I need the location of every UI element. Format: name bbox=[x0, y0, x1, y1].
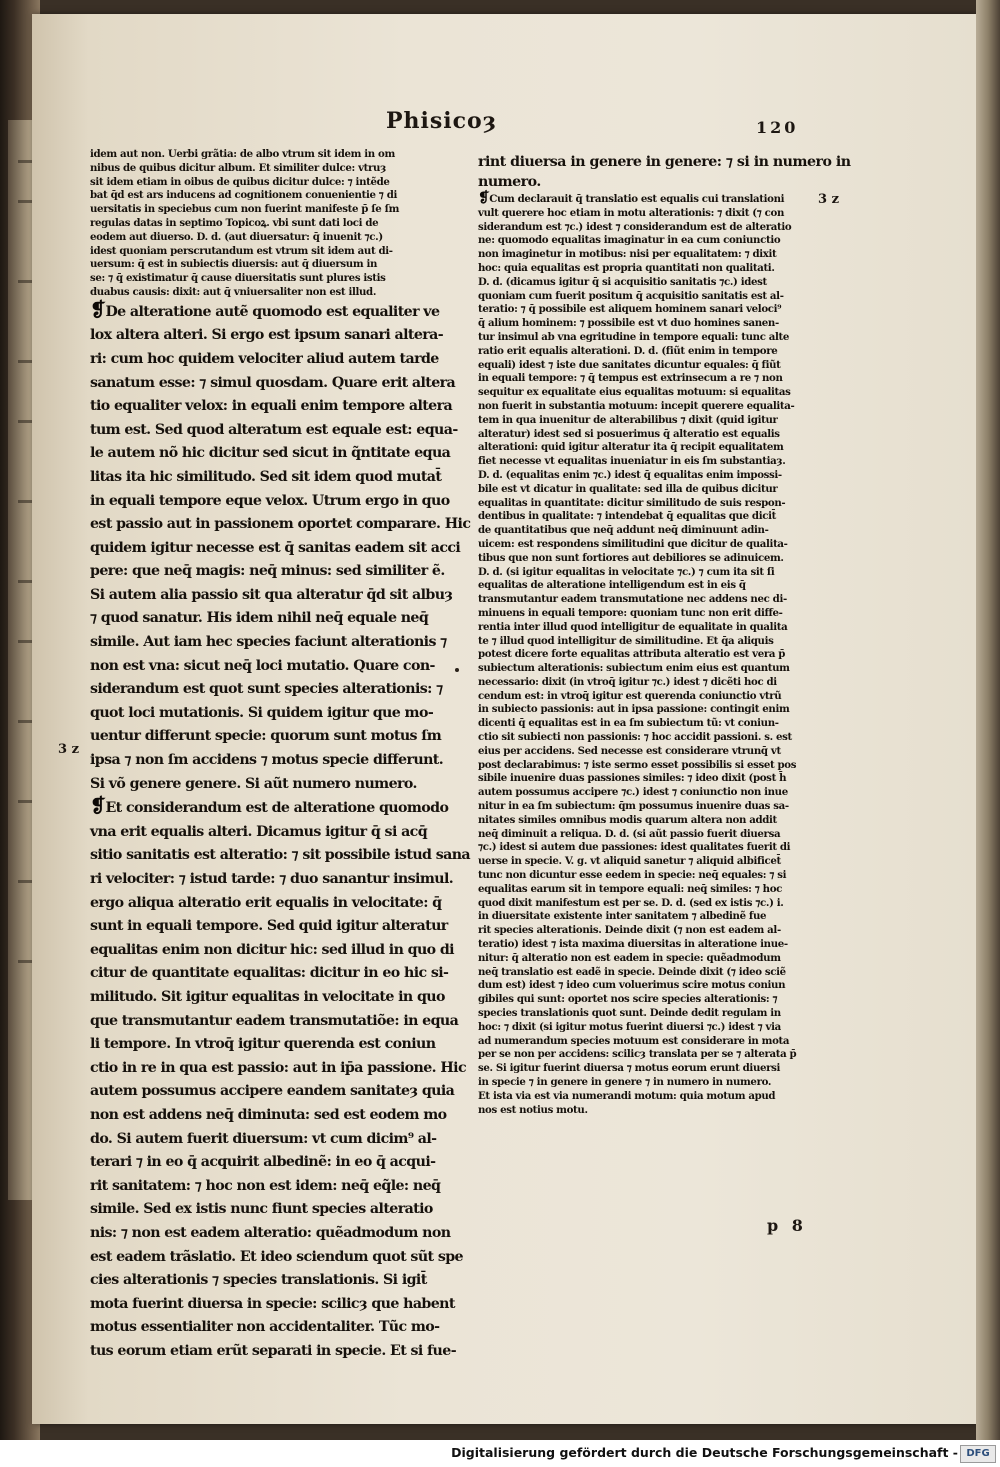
text-line bbox=[478, 248, 808, 262]
text-line bbox=[90, 560, 445, 584]
text-line-content: militudo. Sit igitur equalitas in velocitate in quo bbox=[90, 988, 445, 1005]
text-line-content: siderandum est quot sunt species alterationis: ⁊ bbox=[90, 681, 443, 698]
text-line-content: eius per accidens. Sed necesse est considerare vtrunq̄ vt bbox=[478, 744, 781, 757]
text-line-content: in equali tempore eque velox. Utrum ergo in quo bbox=[90, 492, 450, 509]
text-line-content: neq̄ translatio est eadẽ in specie. Deinde dixit (⁊ ideo sciẽ bbox=[478, 965, 786, 978]
text-line-content: citur de quantitate equalitas: dicitur in eo hic si- bbox=[90, 965, 449, 982]
text-line bbox=[90, 986, 445, 1010]
text-line bbox=[90, 537, 461, 561]
footer-note: Digitalisierung gefördert durch die Deutsche Forschungsgemeinschaft - bbox=[451, 1445, 958, 1460]
text-line-content: Si võ genere genere. Si aũt numero numero. bbox=[90, 775, 417, 792]
text-line-content: te ⁊ illud quod intelligitur de similitudine. Et q̄a aliquis bbox=[478, 634, 774, 647]
text-continuation bbox=[478, 152, 851, 192]
text-line-content: terari ⁊ in eo q̄ acquirit albedinẽ: in eo q̄ acqui- bbox=[90, 1154, 436, 1171]
text-line-content: do. Si autem fuerit diuersum: vt cum dicim⁹ al- bbox=[90, 1130, 437, 1147]
text-line bbox=[90, 655, 435, 679]
text-line bbox=[90, 466, 442, 490]
text-line bbox=[478, 952, 808, 966]
text-line bbox=[90, 821, 430, 845]
text-line-content: se: ⁊ q̄ existimatur q̄ cause diuersitatis sunt plures istis bbox=[90, 272, 386, 285]
text-line-content: se. Si igitur fuerint diuersa ⁊ motus eorum erunt diuersi bbox=[478, 1062, 781, 1075]
text-line-content: necessario: dixit (in vtroq̄ igitur ⁊c.) idest ⁊ dicẽti hoc di bbox=[478, 675, 777, 688]
text-line bbox=[90, 231, 430, 245]
text-line bbox=[478, 828, 808, 842]
text-line-content: uicem: est respondens similitudini que dicitur de qualita- bbox=[478, 537, 788, 550]
text-line-content: uerse in specie. V. g. vt aliquid sanetur ⁊ aliquid albificet̄ bbox=[478, 855, 781, 868]
text-line bbox=[478, 1076, 808, 1090]
text-line-content: tio equaliter velox: in equali enim tempore altera bbox=[90, 398, 453, 415]
text-line-content: hoc: ⁊ dixit (si igitur motus fuerint diuersi ⁊c.) idest ⁊ via bbox=[478, 1020, 781, 1033]
text-line bbox=[478, 621, 808, 635]
text-line-content: rentia inter illud quod intelligitur de equalitate in qualita bbox=[478, 620, 788, 633]
text-line-content: rint diuersa in genere in genere: ⁊ si in numero in bbox=[478, 154, 851, 170]
text-line bbox=[478, 428, 808, 442]
text-paragraph-1 bbox=[90, 297, 471, 796]
text-line-content: sunt in equali tempore. Sed quid igitur alteratur bbox=[90, 918, 448, 935]
text-line-content: hoc: quia equalitas est propria quantitati non qualitati. bbox=[478, 261, 775, 274]
text-line-content: non fuerit in substantia motuum: incepit querere equalita- bbox=[478, 399, 795, 412]
text-line-content: bat q̄d est ars inducens ad cognitionem conuenientie ⁊ di bbox=[90, 189, 397, 202]
text-line-content: motus essentialiter non accidentaliter. Tũc mo- bbox=[90, 1319, 440, 1336]
text-line-content: siderandum est ⁊c.) idest ⁊ considerandum est de alteratio bbox=[478, 220, 792, 233]
text-line-content: nis: ⁊ non est eadem alteratio: quẽadmodum non bbox=[90, 1224, 451, 1241]
text-line bbox=[90, 1269, 430, 1293]
text-line-content: vna erit equalis alteri. Dicamus igitur q̄ si acq̄ bbox=[90, 823, 428, 840]
text-line-content: Cum declarauit q̄ translatio est equalis cui translationi bbox=[489, 193, 785, 205]
text-line bbox=[478, 786, 808, 800]
text-line bbox=[478, 979, 808, 993]
text-line bbox=[478, 262, 808, 276]
text-line-content: D. d. (si igitur equalitas in velocitate ⁊c.) ⁊ cum ita sit ſi bbox=[478, 565, 775, 578]
text-line bbox=[90, 395, 453, 419]
text-line bbox=[90, 868, 454, 892]
text-line bbox=[478, 745, 808, 759]
text-line-content: regulas datas in septimo Topicoꝝ. vbi sunt dati loci de bbox=[90, 216, 379, 229]
text-line bbox=[478, 938, 808, 952]
text-line-content: le autem nõ hic dicitur sed sicut in q̃ntitate equa bbox=[90, 445, 451, 462]
text-line-content: tur insimul ab vna egritudine in tempore equali: tunc alte bbox=[478, 330, 790, 343]
text-line-content: idest quoniam perscrutandum est vtrum sit idem aut di- bbox=[90, 244, 393, 257]
text-line-content: sequitur ex equalitate eius equalitas motuum: si equalitas bbox=[478, 386, 791, 399]
margin-marker-left: 3 z bbox=[58, 742, 79, 757]
text-line bbox=[90, 725, 442, 749]
text-line-content: ne: quomodo equalitas imaginatur in ea cum coniunctio bbox=[478, 234, 781, 247]
text-line bbox=[90, 189, 430, 203]
text-line bbox=[90, 348, 439, 372]
text-line bbox=[478, 372, 808, 386]
text-line bbox=[90, 1198, 433, 1222]
text-line bbox=[90, 631, 447, 655]
text-line-content: uentur differunt specie: quorum sunt motus ſm bbox=[90, 728, 442, 745]
text-line-content: nibus de quibus dicitur album. Et similiter dulce: vtruȝ bbox=[90, 161, 386, 174]
text-line-content: ratio erit equalis alterationi. D. d. (fiũt enim in tempore bbox=[478, 344, 778, 357]
text-line bbox=[90, 915, 448, 939]
text-line-content: Et ista via est via numerandi motum: quia motum apud bbox=[478, 1089, 776, 1102]
text-line bbox=[478, 152, 851, 172]
text-line bbox=[90, 892, 442, 916]
text-line bbox=[90, 490, 450, 514]
text-line-content: numero. bbox=[478, 174, 541, 190]
text-line-content: alterationi: quid igitur alteratur ita q̄ recipit equalitatem bbox=[478, 441, 784, 454]
text-line-content: sibile inuenire duas passiones similes: ⁊ ideo dixit (post h̄ bbox=[478, 772, 787, 785]
text-line-content: cies alterationis ⁊ species translationis. Si igit̄ bbox=[90, 1272, 427, 1289]
text-line bbox=[90, 794, 449, 821]
text-line bbox=[90, 1057, 466, 1081]
text-line bbox=[90, 372, 456, 396]
text-line bbox=[90, 419, 458, 443]
text-line bbox=[90, 1080, 455, 1104]
text-line-content: equalitas de alteratione intelligendum est in eis q̄ bbox=[478, 579, 746, 592]
text-line-content: est passio aut in passionem oportet comparare. Hic bbox=[90, 516, 471, 533]
text-line-content: ipsa ⁊ non ſm accidens ⁊ motus specie differunt. bbox=[90, 752, 444, 769]
text-line bbox=[90, 773, 430, 797]
text-line-content: autem possumus accipere eandem sanitateȝ quia bbox=[90, 1083, 455, 1100]
text-line bbox=[478, 524, 808, 538]
text-line-content: alteratur) idest sed si posuerimus q̄ alteratio est equalis bbox=[478, 427, 780, 440]
text-line-content: simile. Sed ex istis nunc fiunt species alteratio bbox=[90, 1201, 433, 1218]
text-line bbox=[90, 272, 430, 286]
text-line bbox=[90, 513, 471, 537]
text-line-content: sit idem etiam in oibus de quibus dicitur dulce: ⁊ intẽde bbox=[90, 175, 390, 188]
text-line bbox=[478, 221, 808, 235]
text-line-content: subiectum alterationis: subiectum enim eius est quantum bbox=[478, 662, 790, 675]
text-line bbox=[90, 203, 430, 217]
text-line-content: ad numerandum species motuum est considerare in mota bbox=[478, 1034, 790, 1047]
text-line bbox=[478, 579, 808, 593]
text-line bbox=[90, 1293, 455, 1317]
text-line bbox=[478, 359, 808, 373]
text-line bbox=[90, 749, 444, 773]
text-line bbox=[478, 841, 808, 855]
text-line-content: in subiecto passionis: aut in ipsa passione: contingit enim bbox=[478, 703, 790, 716]
text-line bbox=[90, 1175, 441, 1199]
text-line-content: idem aut non. Uerbi grãtia: de albo vtrum sit idem in om bbox=[90, 148, 395, 160]
text-line bbox=[90, 584, 453, 608]
text-line-content: rit sanitatem: ⁊ hoc non est idem: neq̄ eq̃le: neq̄ bbox=[90, 1177, 441, 1194]
text-line-content: equalitas enim non dicitur hic: sed illud in quo di bbox=[90, 941, 454, 958]
text-line bbox=[478, 386, 808, 400]
text-line bbox=[478, 690, 808, 704]
text-line bbox=[478, 910, 808, 924]
text-line-content: non imaginetur in motibus: nisi per equalitatem: ⁊ dixit bbox=[478, 248, 777, 261]
text-line-content: equali) idest ⁊ iste due sanitates dicuntur equales: q̄ fiũt bbox=[478, 358, 781, 371]
text-line-content: equalitas in quantitate: dicitur similitudo de suis respon- bbox=[478, 496, 786, 509]
text-line-content: gibiles qui sunt: oportet nos scire species alterationis: ⁊ bbox=[478, 993, 778, 1006]
text-line-content: eodem aut diuerso. D. d. (aut diuersatur: q̄ inuenit ⁊c.) bbox=[90, 230, 383, 243]
text-line bbox=[478, 1104, 808, 1118]
text-line-content: dentibus in qualitate: ⁊ intendebat q̄ equalitas que dicit̄ bbox=[478, 510, 776, 523]
text-line-content: D. d. (equalitas enim ⁊c.) idest q̄ equalitas enim impossi- bbox=[478, 468, 782, 481]
page-fore-edge bbox=[976, 0, 1000, 1440]
text-line-content: nitur in ea ſm subiectum: q̄m possumus inuenire duas sa- bbox=[478, 800, 789, 813]
text-line bbox=[478, 869, 808, 883]
text-line-content: uersitatis in speciebus cum non fuerint manifeste p̄ ſe ſm bbox=[90, 203, 400, 216]
text-line bbox=[90, 1340, 456, 1364]
commentary-top bbox=[90, 148, 430, 300]
text-line bbox=[478, 717, 808, 731]
text-line bbox=[90, 286, 430, 300]
text-line-content: autem possumus accipere ⁊c.) idest ⁊ coniunctio non inue bbox=[478, 786, 788, 799]
text-line bbox=[90, 678, 443, 702]
text-line-content: que transmutantur eadem transmutatiõe: in equa bbox=[90, 1012, 459, 1029]
text-line bbox=[478, 993, 808, 1007]
text-line-content: equalitas earum sit in tempore equali: neq̄ similes: ⁊ hoc bbox=[478, 882, 783, 895]
text-line-content: in equali tempore: ⁊ q̄ tempus est extrinsecum a re ⁊ non bbox=[478, 372, 783, 385]
text-line-content: dicenti q̄ equalitas est in ea ſm subiectum tũ: vt coniun- bbox=[478, 717, 779, 730]
text-line-content: pere: que neq̄ magis: neq̄ minus: sed similiter ẽ. bbox=[90, 563, 445, 580]
text-line-content: dum est) idest ⁊ ideo cum voluerimus scire motus coniun bbox=[478, 979, 786, 992]
text-line bbox=[478, 1048, 808, 1062]
text-line bbox=[90, 176, 430, 190]
text-line bbox=[478, 676, 808, 690]
text-line bbox=[90, 217, 430, 231]
text-line bbox=[478, 648, 808, 662]
text-line bbox=[478, 1090, 808, 1104]
text-line bbox=[478, 897, 808, 911]
text-line bbox=[478, 483, 808, 497]
text-line-content: teratio) idest ⁊ ista maxima diuersitas in alteratione inue- bbox=[478, 938, 788, 951]
text-line bbox=[478, 855, 808, 869]
text-line bbox=[478, 317, 808, 331]
paragraph-mark-icon: ❡ bbox=[478, 190, 490, 206]
text-line bbox=[478, 662, 808, 676]
text-line-content: ctio in re in qua est passio: aut in ip̄a passione. Hic bbox=[90, 1059, 466, 1076]
text-line bbox=[478, 703, 808, 717]
text-line bbox=[478, 1007, 808, 1021]
text-line bbox=[478, 497, 808, 511]
text-line bbox=[478, 345, 808, 359]
text-line-content: rit species alterationis. Deinde dixit (⁊ non est eadem al- bbox=[478, 924, 781, 937]
paragraph-mark-icon: ❡ bbox=[90, 297, 106, 321]
text-line-content: sitio sanitatis est alteratio: ⁊ sit possibile istud sana bbox=[90, 847, 471, 864]
text-line bbox=[478, 635, 808, 649]
text-line-content: transmutantur eadem transmutatione nec addens nec di- bbox=[478, 593, 787, 606]
text-line-content: est eadem trãslatio. Et ideo sciendum quot sũt spe bbox=[90, 1248, 463, 1265]
text-line-content: non est addens neq̄ diminuta: sed est eodem mo bbox=[90, 1106, 447, 1123]
text-line bbox=[90, 1316, 440, 1340]
text-line-content: teratio: ⁊ q̄ possibile est aliquem hominem sanari veloci⁹ bbox=[478, 303, 782, 316]
text-line-content: simile. Aut iam hec species faciunt alterationis ⁊ bbox=[90, 634, 447, 651]
folio-number: 120 bbox=[756, 118, 799, 137]
text-line-content: quidem igitur necesse est q̄ sanitas eadem sit acci bbox=[90, 539, 461, 556]
text-line bbox=[478, 538, 808, 552]
text-line bbox=[90, 442, 451, 466]
text-line bbox=[90, 162, 430, 176]
text-line-content: vult querere hoc etiam in motu alterationis: ⁊ dixit (⁊ con bbox=[478, 206, 785, 219]
text-paragraph-2 bbox=[90, 794, 471, 1363]
text-line-content: non est vna: sicut neq̄ loci mutatio. Quare con- bbox=[90, 657, 435, 674]
text-line bbox=[90, 962, 449, 986]
text-line bbox=[478, 814, 808, 828]
text-line bbox=[90, 1033, 436, 1057]
text-line bbox=[478, 290, 808, 304]
text-line-content: species translationis quot sunt. Deinde dedit regulam in bbox=[478, 1007, 781, 1020]
text-line bbox=[90, 939, 454, 963]
text-line-content: per se non per accidens: scilicȝ translata per se ⁊ alterata p̄ bbox=[478, 1048, 797, 1061]
text-line-content: in diuersitate existente inter sanitatem ⁊ albedinẽ fue bbox=[478, 910, 767, 923]
text-line bbox=[478, 883, 808, 897]
text-line-content: Et considerandum est de alteratione quomodo bbox=[105, 800, 449, 817]
commentary-right bbox=[478, 192, 808, 1117]
text-line-content: post declarabimus: ⁊ iste sermo esset possibilis si esset pos bbox=[478, 758, 797, 771]
text-line bbox=[478, 593, 808, 607]
text-line bbox=[478, 510, 808, 524]
text-line bbox=[478, 566, 808, 580]
text-line-content: nos est notius motu. bbox=[478, 1103, 588, 1116]
text-line-content: lox altera alteri. Si ergo est ipsum sanari altera- bbox=[90, 327, 444, 344]
text-line-content: tunc non dicuntur esse eedem in specie: neq̄ equales: ⁊ si bbox=[478, 869, 787, 882]
text-line-content: ri velociter: ⁊ istud tarde: ⁊ duo sanantur insimul. bbox=[90, 871, 454, 888]
text-line-content: quod dixit manifestum est per se. D. d. (sed ex istis ⁊c.) i. bbox=[478, 896, 784, 909]
margin-marker-right: 3 z bbox=[818, 192, 839, 207]
text-line bbox=[478, 607, 808, 621]
text-line-content: uersum: q̄ est in subiectis diuersis: aut q̄ diuersum in bbox=[90, 258, 378, 271]
text-line-content: D. d. (dicamus igitur q̄ si acquisitio sanitatis ⁊c.) idest bbox=[478, 275, 767, 288]
signature-mark: p 8 bbox=[767, 1216, 807, 1235]
text-line-content: in specie ⁊ in genere in genere ⁊ in numero in numero. bbox=[478, 1076, 772, 1088]
text-line-content: Si autem alia passio sit qua alteratur q̄d sit albuȝ bbox=[90, 586, 453, 603]
text-line bbox=[478, 1062, 808, 1076]
text-line bbox=[478, 966, 808, 980]
text-line bbox=[90, 324, 444, 348]
ink-spot bbox=[455, 668, 459, 672]
text-line-content: ergo aliqua alteratio erit equalis in velocitate: q̄ bbox=[90, 894, 442, 911]
text-line bbox=[90, 258, 430, 272]
text-line-content: quot loci mutationis. Si quidem igitur que mo- bbox=[90, 704, 434, 721]
running-title: Phisicoȝ bbox=[386, 108, 498, 134]
text-line-content: tus eorum etiam erũt separati in specie. Et si fue- bbox=[90, 1342, 456, 1359]
text-line-content: tum est. Sed quod alteratum est equale est: equa- bbox=[90, 421, 458, 438]
text-line bbox=[478, 800, 808, 814]
text-line-content: li tempore. In vtroq̄ igitur querenda est coniun bbox=[90, 1036, 436, 1053]
text-line bbox=[90, 1128, 437, 1152]
text-line bbox=[478, 234, 808, 248]
text-line-content: mota fuerint diuersa in specie: scilicȝ que habent bbox=[90, 1295, 455, 1312]
text-line-content: ri: cum hoc quidem velociter aliud autem tarde bbox=[90, 350, 439, 367]
text-line bbox=[90, 297, 440, 325]
text-line-content: de quantitatibus que neq̄ addunt neq̄ diminuunt adin- bbox=[478, 524, 769, 537]
text-line bbox=[90, 702, 434, 726]
text-line-content: ctio sit subiecti non passionis: ⁊ hoc accidit passioni. s. est bbox=[478, 731, 792, 744]
text-line bbox=[478, 469, 808, 483]
text-line-content: minuens in equali tempore: quoniam tunc non erit diffe- bbox=[478, 606, 783, 619]
text-line bbox=[90, 1222, 451, 1246]
dfg-logo: DFG bbox=[960, 1445, 996, 1463]
text-line bbox=[90, 1246, 463, 1270]
text-line bbox=[478, 772, 808, 786]
text-line bbox=[478, 1021, 808, 1035]
paragraph-mark-icon: ❡ bbox=[90, 794, 106, 818]
digitization-footer bbox=[0, 1440, 1000, 1467]
text-line bbox=[478, 1035, 808, 1049]
text-line-content: litas ita hic similitudo. Sed sit idem quod mutat̄ bbox=[90, 468, 442, 485]
text-line-content: q̄ alium hominem: ⁊ possibile est vt duo homines sanen- bbox=[478, 317, 779, 330]
text-line bbox=[90, 1010, 459, 1034]
text-line bbox=[478, 172, 808, 192]
text-line bbox=[90, 148, 430, 162]
text-line-content: De alteratione autẽ quomodo est equaliter ve bbox=[105, 303, 440, 320]
text-line-content: duabus causis: dixit: aut q̄ vniuersaliter non est illud. bbox=[90, 285, 377, 298]
text-line-content: potest dicere forte equalitas attributa alteratio est vera p̄ bbox=[478, 648, 786, 661]
text-line-content: bile est vt dicatur in qualitate: sed illa de quibus dicitur bbox=[478, 482, 778, 495]
text-line bbox=[90, 245, 430, 259]
left-column bbox=[90, 148, 471, 1363]
text-line bbox=[90, 844, 471, 868]
text-line bbox=[478, 441, 808, 455]
text-line bbox=[478, 331, 808, 345]
text-line bbox=[478, 276, 808, 290]
text-line bbox=[90, 1151, 436, 1175]
text-line-content: neq̄ diminuit a reliqua. D. d. (si aũt passio fuerit diuersa bbox=[478, 827, 781, 840]
text-line bbox=[478, 731, 808, 745]
text-line-content: ⁊ quod sanatur. His idem nihil neq̄ equale neq̄ bbox=[90, 610, 429, 627]
text-line bbox=[478, 924, 808, 938]
text-line bbox=[90, 607, 430, 631]
text-line bbox=[478, 400, 808, 414]
text-line bbox=[478, 303, 808, 317]
text-line bbox=[478, 759, 808, 773]
text-line-content: ⁊c.) idest si autem due passiones: idest qualitates fuerit di bbox=[478, 841, 791, 854]
text-line bbox=[478, 192, 808, 207]
text-line bbox=[478, 414, 808, 428]
text-line-content: quoniam cum fuerit positum q̄ acquisitio sanitatis est al- bbox=[478, 289, 784, 302]
text-line bbox=[90, 1104, 447, 1128]
text-line-content: cendum est: in vtroq̄ igitur est querenda coniunctio vtrũ bbox=[478, 689, 782, 702]
text-line-content: nitur: q̄ alteratio non est eadem in specie: quẽadmodum bbox=[478, 951, 781, 964]
text-line bbox=[478, 455, 808, 469]
text-line bbox=[478, 552, 808, 566]
text-line bbox=[478, 207, 808, 221]
text-line-content: sanatum esse: ⁊ simul quosdam. Quare erit altera bbox=[90, 374, 456, 391]
text-line-content: fiet necesse vt equalitas inueniatur in eis ſm substantiaȝ. bbox=[478, 455, 786, 468]
text-line-content: nitates similes omnibus modis quarum altera non addit bbox=[478, 813, 777, 826]
text-line-content: tibus que non sunt fortiores aut debiliores se adinuicem. bbox=[478, 551, 784, 564]
text-line-content: tem in qua inuenitur de alterabilibus ⁊ dixit (quid igitur bbox=[478, 413, 778, 426]
